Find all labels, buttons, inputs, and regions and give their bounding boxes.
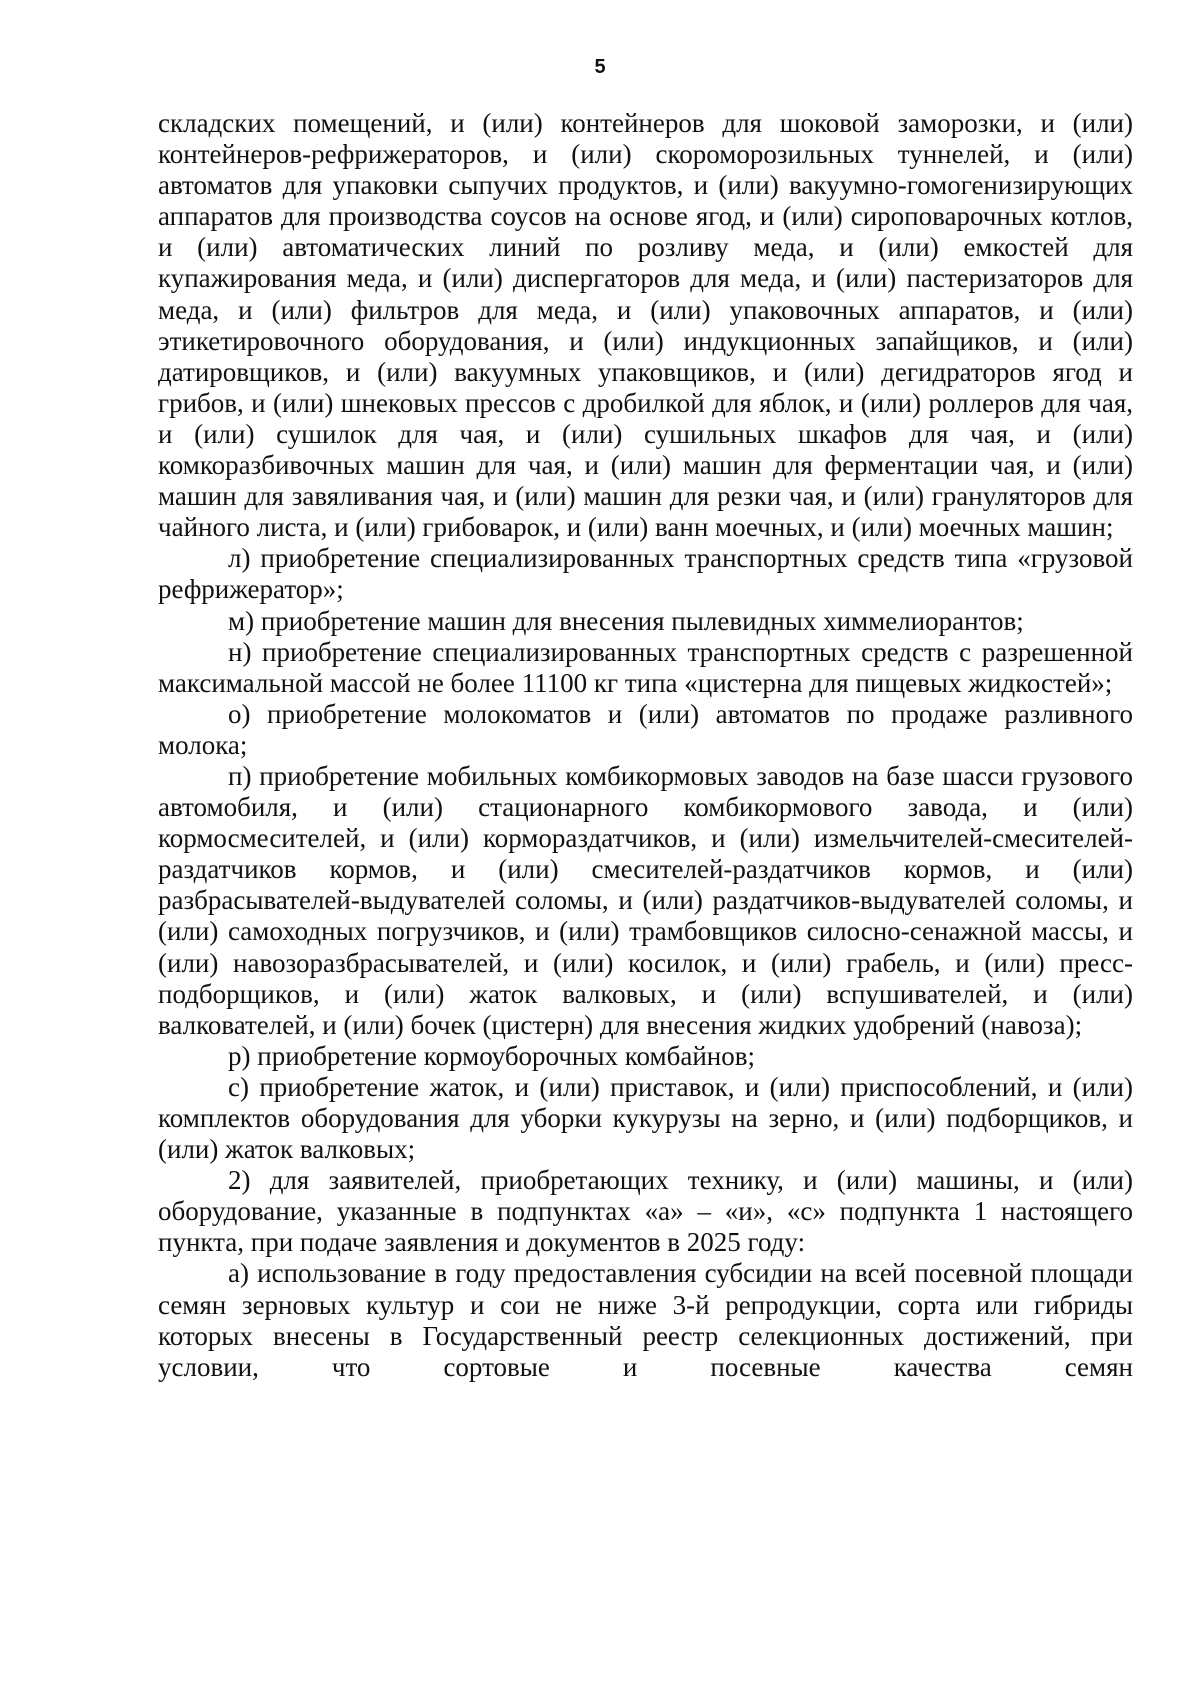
paragraph-item-m: м) приобретение машин для внесения пылевидных химмелиорантов;	[228, 605, 1024, 636]
paragraph-item-s: с) приобретение жаток, и (или) приставок, и (или) приспособлений, и (или) комплектов оборудования для уборки кукурузы на зерно, и (или) подборщиков, и (или) жаток валковых;	[158, 1071, 1133, 1165]
paragraph-item-2a: а) использование в году предоставления субсидии на всей посевной площади семян зерновых культур и сои не ниже 3-й репродукции, сорта или гибриды которых внесены в Государственный реестр селекционных достижений, при условии, что сортовые и посевные качества семян	[158, 1258, 1133, 1382]
paragraph-item-o: о) приобретение молокоматов и (или) автоматов по продаже разливного молока;	[158, 698, 1133, 760]
paragraph-equipment-list: складских помещений, и (или) контейнеров для шоковой заморозки, и (или) контейнеров-рефрижераторов, и (или) скороморозильных туннелей, и (или) автоматов для упаковки сыпучих продуктов, и (или) вакуумно-гомогенизирующих аппаратов для производства соусов на основе ягод, и (или) сироповарочных котлов, и (или) автоматических линий по розливу меда, и (или) емкостей для купажирования меда, и (или) диспергаторов для меда, и (или) пастеризаторов для меда, и (или) фильтров для меда, и (или) упаковочных аппаратов, и (или) этикетировочного оборудования, и (или) индукционных запайщиков, и (или) датировщиков, и (или) вакуумных упаковщиков, и (или) дегидраторов ягод и грибов, и (или) шнековых прессов с дробилкой для яблок, и (или) роллеров для чая, и (или) сушилок для чая, и (или) сушильных шкафов для чая, и (или) комкоразбивочных машин для чая, и (или) машин для ферментации чая, и (или) машин для завяливания чая, и (или) машин для резки чая, и (или) грануляторов для чайного листа, и (или) грибоварок, и (или) ванн моечных, и (или) моечных машин;	[158, 108, 1133, 543]
paragraph-item-p: п) приобретение мобильных комбикормовых заводов на базе шасси грузового автомобиля, и (или) стационарного комбикормового завода, и (или) кормосмесителей, и (или) кормораздатчиков, и (или) измельчителей-смесителей-раздатчиков кормов, и (или) смесителей-раздатчиков кормов, и (или) разбрасывателей-выдувателей соломы, и (или) раздатчиков-выдувателей соломы, и (или) самоходных погрузчиков, и (или) трамбовщиков силосно-сенажной массы, и (или) навозоразбрасывателей, и (или) косилок, и (или) грабель, и (или) пресс-подборщиков, и (или) жаток валковых, и (или) вспушивателей, и (или) валкователей, и (или) бочек (цистерн) для внесения жидких удобрений (навоза);	[158, 760, 1133, 1040]
paragraph-item-l: л) приобретение специализированных транспортных средств типа «грузовой рефрижератор»;	[158, 543, 1133, 605]
paragraph-item-2: 2) для заявителей, приобретающих технику, и (или) машины, и (или) оборудование, указанные в подпунктах «а» – «и», «с» подпункта 1 настоящего пункта, при подаче заявления и документов в 2025 году:	[158, 1165, 1133, 1258]
paragraph-item-r: р) приобретение кормоуборочных комбайнов;	[228, 1040, 755, 1071]
page-number: 5	[594, 56, 606, 78]
paragraph-item-n: н) приобретение специализированных транспортных средств с разрешенной максимальной массой не более 11100 кг типа «цистерна для пищевых жидкостей»;	[158, 636, 1133, 698]
document-body	[158, 108, 1133, 1383]
